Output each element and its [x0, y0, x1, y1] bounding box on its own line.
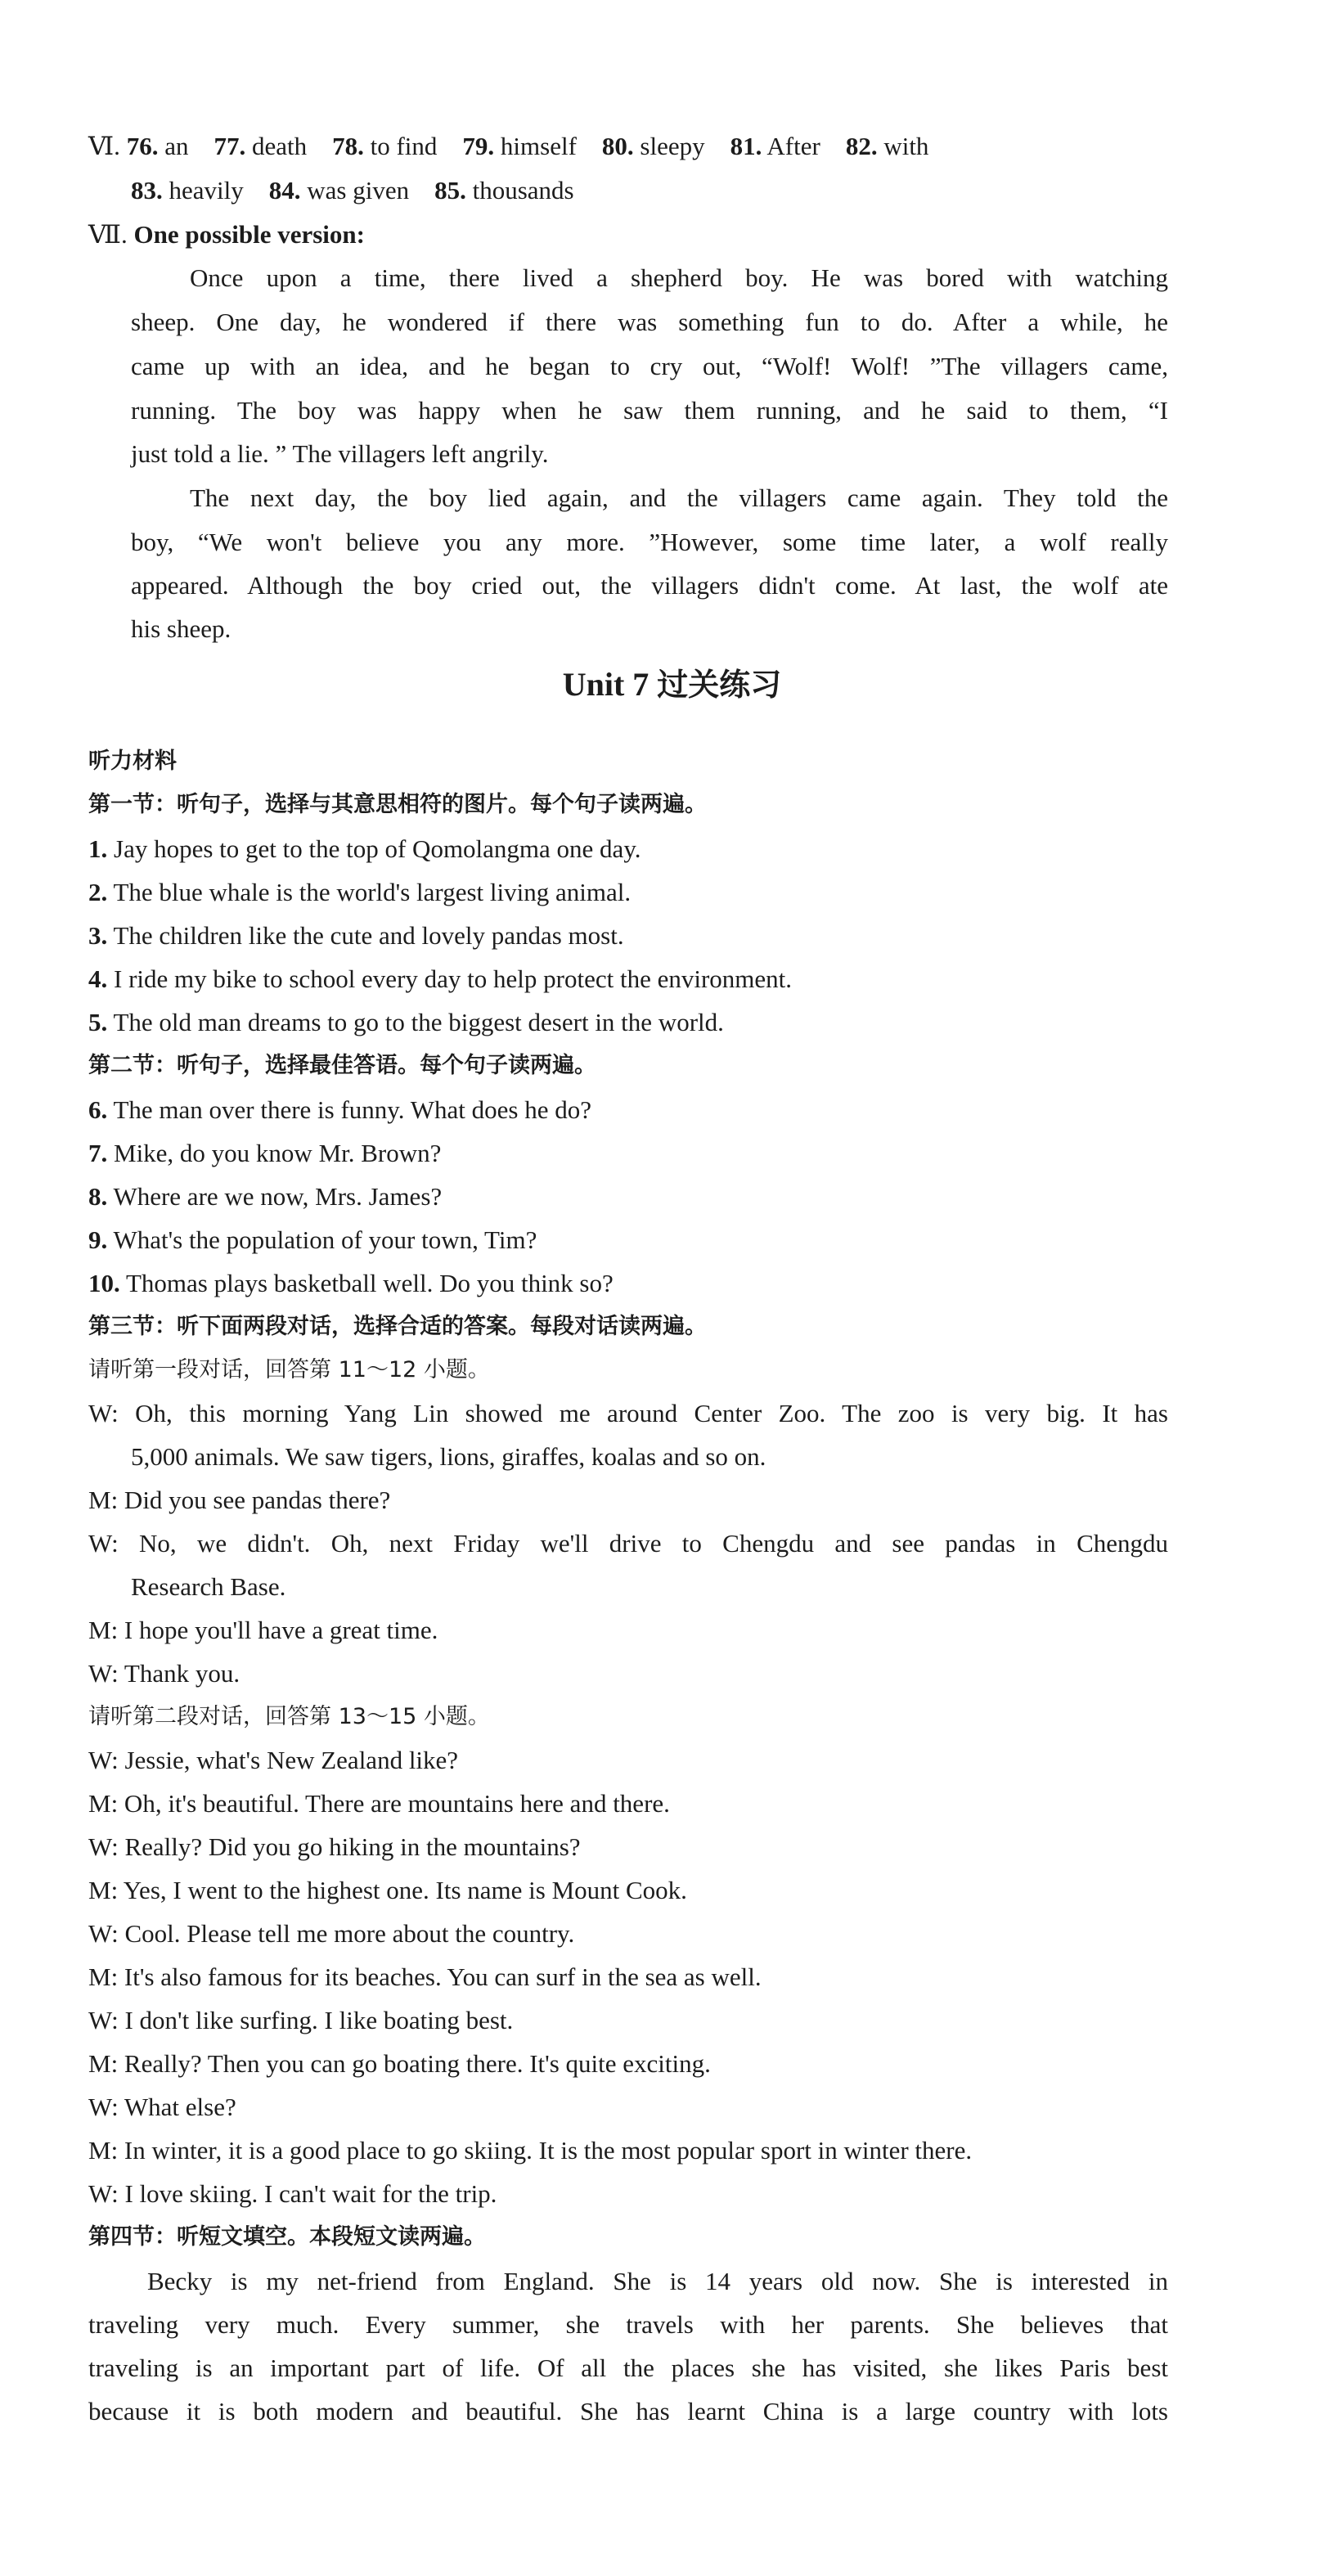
- item-number: 10.: [88, 1269, 120, 1297]
- item-text: Mike, do you know Mr. Brown?: [114, 1139, 442, 1167]
- list-item: [88, 833, 641, 865]
- answer-number: 77.: [214, 132, 246, 160]
- unit-title-cn: 过关练习: [657, 667, 782, 703]
- part-2-heading: 第二节：听句子，选择最佳答语。每个句子读两遍。: [88, 1053, 596, 1078]
- section-7-heading: [88, 218, 365, 251]
- essay-line: came up with an idea, and he began to cry out, “Wolf! Wolf! ”The villagers came,: [131, 352, 1168, 380]
- dialog-line: W: No, we didn't. Oh, next Friday we'll drive to Chengdu and see pandas in Chengdu: [88, 1529, 1168, 1558]
- item-text: What's the population of your town, Tim?: [113, 1225, 537, 1254]
- list-item: [88, 919, 624, 952]
- dialog-line: W: Thank you.: [88, 1659, 240, 1688]
- list-item: [88, 963, 792, 996]
- item-text: The blue whale is the world's largest living animal.: [113, 878, 632, 906]
- dialog-line: 5,000 animals. We saw tigers, lions, giraffes, koalas and so on.: [131, 1442, 766, 1471]
- essay-line: Once upon a time, there lived a shepherd boy. He was bored with watching: [190, 263, 1168, 292]
- dialog-line: M: Did you see pandas there?: [88, 1486, 391, 1514]
- section-7-numeral: Ⅶ.: [88, 220, 128, 249]
- dialog-line: W: Cool. Please tell me more about the country.: [88, 1919, 575, 1948]
- answer-number: 80.: [601, 132, 634, 160]
- list-item: [88, 1094, 591, 1126]
- answer-number: 82.: [845, 132, 878, 160]
- answer-text: sleepy: [640, 132, 705, 160]
- dialog-2-intro: 请听第二段对话，回答第 13～15 小题。: [88, 1704, 490, 1729]
- essay-line: running. The boy was happy when he saw them running, and he said to them, “I: [131, 396, 1168, 425]
- dialog-line: M: Oh, it's beautiful. There are mountains here and there.: [88, 1789, 670, 1818]
- item-number: 6.: [88, 1095, 108, 1124]
- part-1-heading: 第一节：听句子，选择与其意思相符的图片。每个句子读两遍。: [88, 792, 707, 817]
- passage-line: because it is both modern and beautiful. She has learnt China is a large country with lots: [88, 2397, 1168, 2425]
- dialog-line: M: It's also famous for its beaches. You can surf in the sea as well.: [88, 1962, 762, 1991]
- answer-number: 78.: [332, 132, 364, 160]
- item-number: 4.: [88, 964, 108, 993]
- item-number: 5.: [88, 1008, 108, 1036]
- answer-text: After: [766, 132, 820, 160]
- dialog-line: W: I love skiing. I can't wait for the trip.: [88, 2179, 497, 2208]
- answer-text: heavily: [169, 176, 244, 205]
- listening-heading: 听力材料: [88, 749, 177, 774]
- essay-line: The next day, the boy lied again, and the villagers came again. They told the: [190, 483, 1168, 512]
- answer-number: 83.: [131, 176, 163, 205]
- item-text: Where are we now, Mrs. James?: [113, 1182, 443, 1211]
- item-number: 8.: [88, 1182, 108, 1211]
- item-text: The old man dreams to go to the biggest desert in the world.: [113, 1008, 724, 1036]
- unit-title: Unit 7: [562, 666, 650, 703]
- dialog-line: M: In winter, it is a good place to go skiing. It is the most popular sport in winter there.: [88, 2136, 973, 2165]
- answer-number: 84.: [268, 176, 301, 205]
- dialog-line: Research Base.: [131, 1572, 286, 1601]
- item-text: The man over there is funny. What does he do?: [113, 1095, 591, 1124]
- list-item: [88, 1006, 724, 1039]
- list-item: [88, 1137, 441, 1170]
- essay-line: sheep. One day, he wondered if there was something fun to do. After a while, he: [131, 308, 1168, 336]
- item-number: 3.: [88, 921, 108, 950]
- essay-line: appeared. Although the boy cried out, the villagers didn't come. At last, the wolf ate: [131, 571, 1168, 600]
- section-6-numeral: Ⅵ.: [88, 132, 120, 160]
- answer-text: with: [883, 132, 929, 160]
- list-item: [88, 1267, 614, 1300]
- passage-line: traveling is an important part of life. Of all the places she has visited, she likes Paris best: [88, 2353, 1168, 2382]
- answer-number: 81.: [730, 132, 762, 160]
- item-text: Thomas plays basketball well. Do you think so?: [125, 1269, 614, 1297]
- essay-line: boy, “We won't believe you any more. ”However, some time later, a wolf really: [131, 528, 1168, 556]
- answer-number: 85.: [434, 176, 466, 205]
- item-text: I ride my bike to school every day to help protect the environment.: [114, 964, 793, 993]
- dialog-line: W: Jessie, what's New Zealand like?: [88, 1746, 459, 1774]
- dialog-line: W: What else?: [88, 2093, 236, 2121]
- list-item: [88, 1224, 537, 1257]
- dialog-line: M: Yes, I went to the highest one. Its name is Mount Cook.: [88, 1876, 687, 1904]
- part-3-heading: 第三节：听下面两段对话，选择合适的答案。每段对话读两遍。: [88, 1314, 707, 1339]
- answer-text: an: [164, 132, 189, 160]
- essay-line: just told a lie. ” The villagers left angrily.: [131, 439, 549, 468]
- dialog-line: W: I don't like surfing. I like boating best.: [88, 2006, 514, 2034]
- item-text: Jay hopes to get to the top of Qomolangma one day.: [114, 834, 641, 863]
- item-number: 7.: [88, 1139, 108, 1167]
- dialog-1-intro: 请听第一段对话，回答第 11～12 小题。: [88, 1357, 490, 1382]
- part-4-heading: 第四节：听短文填空。本段短文读两遍。: [88, 2224, 486, 2250]
- section-6-line-1: [88, 130, 928, 163]
- passage-line: traveling very much. Every summer, she travels with her parents. She believes that: [88, 2310, 1168, 2339]
- answer-text: thousands: [472, 176, 574, 205]
- section-7-label: One possible version:: [133, 220, 365, 249]
- dialog-line: W: Oh, this morning Yang Lin showed me around Center Zoo. The zoo is very big. It has: [88, 1399, 1168, 1427]
- answer-text: death: [251, 132, 308, 160]
- item-number: 2.: [88, 878, 108, 906]
- answer-number: 76.: [126, 132, 159, 160]
- dialog-line: M: I hope you'll have a great time.: [88, 1616, 438, 1644]
- section-6-line-2: [131, 174, 574, 207]
- essay-line: his sheep.: [131, 614, 231, 643]
- answer-text: himself: [500, 132, 577, 160]
- list-item: [88, 1180, 442, 1213]
- answer-text: was given: [307, 176, 410, 205]
- page-title: [0, 664, 1344, 705]
- item-text: The children like the cute and lovely pandas most.: [113, 921, 624, 950]
- passage-line: Becky is my net-friend from England. She is 14 years old now. She is interested in: [147, 2267, 1168, 2295]
- dialog-line: W: Really? Did you go hiking in the mountains?: [88, 1832, 581, 1861]
- item-number: 9.: [88, 1225, 108, 1254]
- answer-text: to find: [370, 132, 438, 160]
- answer-number: 79.: [462, 132, 495, 160]
- dialog-line: M: Really? Then you can go boating there. It's quite exciting.: [88, 2049, 711, 2078]
- item-number: 1.: [88, 834, 108, 863]
- list-item: [88, 876, 631, 909]
